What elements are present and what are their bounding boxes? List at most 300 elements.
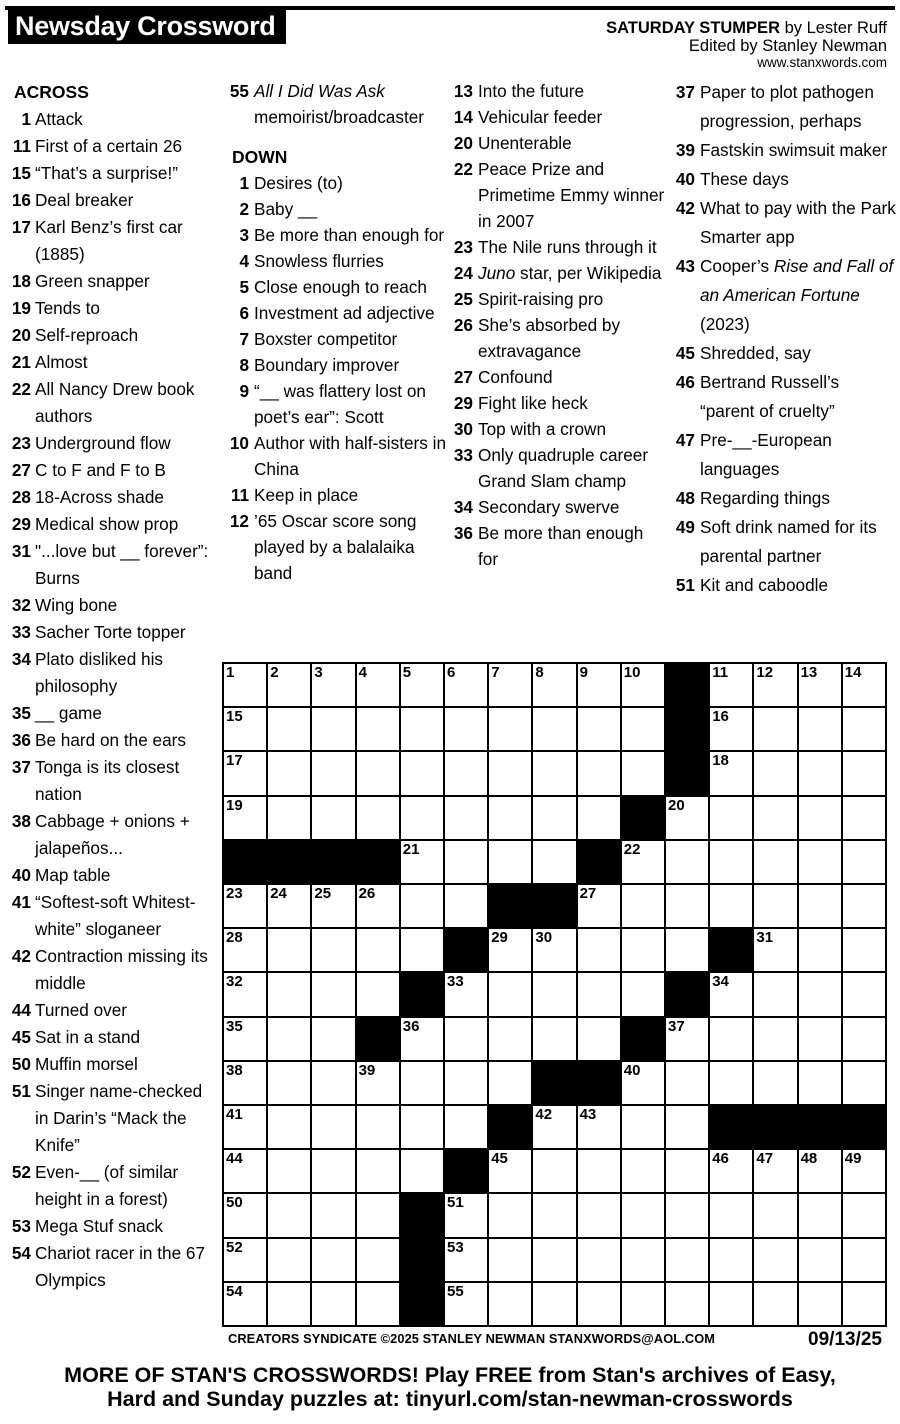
grid-cell[interactable]	[533, 708, 575, 750]
grid-cell[interactable]	[710, 797, 752, 839]
grid-cell[interactable]	[578, 1018, 620, 1060]
grid-cell[interactable]	[754, 664, 796, 706]
clue-number: 12	[229, 511, 249, 531]
grid-cell[interactable]	[666, 1106, 708, 1148]
grid-cell[interactable]	[799, 708, 841, 750]
clue-across-55[interactable]	[226, 78, 446, 130]
clue-number: 37	[11, 757, 31, 777]
grid-cell[interactable]	[268, 1018, 310, 1060]
grid-cell[interactable]	[843, 929, 885, 971]
grid-cell[interactable]	[622, 973, 664, 1015]
grid-cell[interactable]	[312, 1018, 354, 1060]
grid-cell[interactable]	[754, 1062, 796, 1104]
clue-across-27[interactable]	[8, 457, 220, 484]
clue-down-10[interactable]	[226, 430, 446, 482]
grid-cell[interactable]	[754, 1283, 796, 1325]
grid-cell[interactable]	[799, 1194, 841, 1236]
grid-cell[interactable]	[666, 1283, 708, 1325]
grid-block	[622, 797, 664, 839]
grid-cell[interactable]	[401, 885, 443, 927]
cell-number: 32	[226, 973, 243, 991]
grid-cell[interactable]	[666, 841, 708, 883]
clue-across-18[interactable]	[8, 268, 220, 295]
grid-cell[interactable]	[268, 797, 310, 839]
grid-cell[interactable]	[799, 752, 841, 794]
grid-cell[interactable]	[224, 1150, 266, 1192]
grid-cell[interactable]	[578, 752, 620, 794]
clue-down-33[interactable]	[450, 442, 665, 494]
grid-cell[interactable]	[799, 1150, 841, 1192]
grid-cell[interactable]	[445, 1283, 487, 1325]
grid-cell[interactable]	[754, 973, 796, 1015]
grid-cell[interactable]	[401, 1106, 443, 1148]
clue-across-29[interactable]	[8, 511, 220, 538]
grid-cell[interactable]	[224, 1018, 266, 1060]
grid-cell[interactable]	[754, 1018, 796, 1060]
grid-cell[interactable]	[445, 664, 487, 706]
grid-cell[interactable]	[445, 1062, 487, 1104]
clue-column-4	[672, 78, 897, 600]
grid-cell[interactable]	[357, 664, 399, 706]
grid-cell[interactable]	[312, 1194, 354, 1236]
clue-down-46[interactable]	[672, 368, 897, 426]
grid-cell[interactable]	[666, 929, 708, 971]
clue-across-34[interactable]	[8, 646, 220, 700]
clue-down-37[interactable]	[672, 78, 897, 136]
grid-cell[interactable]	[533, 1239, 575, 1281]
grid-cell[interactable]	[312, 1239, 354, 1281]
grid-cell[interactable]	[799, 797, 841, 839]
grid-cell[interactable]	[312, 885, 354, 927]
clue-across-41[interactable]	[8, 889, 220, 943]
grid-cell[interactable]	[622, 885, 664, 927]
grid-cell[interactable]	[224, 973, 266, 1015]
clue-across-36[interactable]	[8, 727, 220, 754]
grid-cell[interactable]	[799, 1239, 841, 1281]
grid-cell[interactable]	[799, 1018, 841, 1060]
grid-cell[interactable]	[401, 1018, 443, 1060]
grid-cell[interactable]	[312, 973, 354, 1015]
clue-across-1[interactable]	[8, 106, 220, 133]
clue-number: 4	[239, 251, 249, 271]
cell-number: 10	[623, 664, 641, 681]
clue-down-24[interactable]	[450, 260, 665, 286]
grid-cell[interactable]	[489, 797, 531, 839]
clue-down-43[interactable]	[672, 252, 897, 339]
grid-cell[interactable]	[401, 929, 443, 971]
grid-cell[interactable]	[401, 664, 443, 706]
cell-number: 1	[226, 664, 235, 681]
clue-down-39[interactable]	[672, 136, 897, 165]
grid-cell[interactable]	[754, 708, 796, 750]
grid-cell[interactable]	[401, 841, 443, 883]
grid-cell[interactable]	[710, 1239, 752, 1281]
clue-across-50[interactable]	[8, 1051, 220, 1078]
grid-cell[interactable]	[401, 1062, 443, 1104]
grid-cell[interactable]	[357, 1150, 399, 1192]
grid-cell[interactable]	[357, 1283, 399, 1325]
clue-down-42[interactable]	[672, 194, 897, 252]
grid-cell[interactable]	[622, 664, 664, 706]
grid-cell[interactable]	[268, 664, 310, 706]
grid-cell[interactable]	[268, 1150, 310, 1192]
grid-cell[interactable]	[666, 1194, 708, 1236]
grid-cell[interactable]	[843, 885, 885, 927]
grid-cell[interactable]	[843, 752, 885, 794]
grid-cell[interactable]	[489, 1018, 531, 1060]
grid-cell[interactable]	[312, 1106, 354, 1148]
grid-cell[interactable]	[268, 1283, 310, 1325]
grid-cell[interactable]	[622, 752, 664, 794]
clue-down-1[interactable]	[226, 170, 446, 196]
grid-cell[interactable]	[666, 1150, 708, 1192]
grid-cell[interactable]	[224, 797, 266, 839]
clue-across-20[interactable]	[8, 322, 220, 349]
grid-cell[interactable]	[622, 1150, 664, 1192]
grid-cell[interactable]	[445, 1194, 487, 1236]
grid-cell[interactable]	[224, 1106, 266, 1148]
grid-cell[interactable]	[799, 664, 841, 706]
grid-cell[interactable]	[754, 1194, 796, 1236]
grid-cell[interactable]	[268, 1239, 310, 1281]
clue-down-2[interactable]	[226, 196, 446, 222]
grid-cell[interactable]	[224, 752, 266, 794]
grid-cell[interactable]	[533, 1018, 575, 1060]
grid-cell[interactable]	[445, 1239, 487, 1281]
clue-across-28[interactable]	[8, 484, 220, 511]
clue-across-52[interactable]	[8, 1159, 220, 1213]
clue-down-4[interactable]	[226, 248, 446, 274]
grid-cell[interactable]	[754, 929, 796, 971]
down-heading: DOWN	[232, 147, 288, 167]
grid-cell[interactable]	[357, 973, 399, 1015]
clue-down-49[interactable]	[672, 513, 897, 571]
grid-cell[interactable]	[710, 1283, 752, 1325]
clue-number: 55	[229, 81, 249, 101]
grid-cell[interactable]	[268, 1062, 310, 1104]
grid-cell[interactable]	[710, 885, 752, 927]
clue-number: 19	[11, 298, 31, 318]
grid-cell[interactable]	[754, 1239, 796, 1281]
grid-cell[interactable]	[445, 1106, 487, 1148]
crossword-grid[interactable]	[222, 662, 887, 1327]
grid-cell[interactable]	[224, 1239, 266, 1281]
clue-across-17[interactable]	[8, 214, 220, 268]
grid-cell[interactable]	[578, 973, 620, 1015]
grid-block	[401, 973, 443, 1015]
grid-cell[interactable]	[533, 1194, 575, 1236]
clue-across-31[interactable]	[8, 538, 220, 592]
cell-number: 35	[226, 1017, 243, 1035]
grid-cell[interactable]	[445, 708, 487, 750]
grid-cell[interactable]	[445, 841, 487, 883]
grid-cell[interactable]	[622, 1283, 664, 1325]
grid-cell[interactable]	[489, 929, 531, 971]
grid-cell[interactable]	[445, 797, 487, 839]
grid-cell[interactable]	[312, 1283, 354, 1325]
clue-down-40[interactable]	[672, 165, 897, 194]
grid-cell[interactable]	[224, 929, 266, 971]
grid-cell[interactable]	[710, 841, 752, 883]
grid-cell[interactable]	[799, 1283, 841, 1325]
clue-down-36[interactable]	[450, 520, 665, 572]
grid-cell[interactable]	[799, 929, 841, 971]
clue-down-27[interactable]	[450, 364, 665, 390]
clue-text: Vehicular feeder	[478, 107, 603, 127]
promo-line-2[interactable]: Hard and Sunday puzzles at: tinyurl.com/stan-newman-crosswords	[107, 1387, 793, 1411]
grid-cell[interactable]	[533, 1283, 575, 1325]
grid-cell[interactable]	[268, 885, 310, 927]
grid-cell[interactable]	[357, 1106, 399, 1148]
grid-cell[interactable]	[357, 1194, 399, 1236]
grid-cell[interactable]	[401, 708, 443, 750]
cell-number: 2	[270, 664, 279, 681]
puzzle-name: SATURDAY STUMPER	[606, 19, 780, 37]
grid-cell[interactable]	[843, 797, 885, 839]
grid-cell[interactable]	[357, 797, 399, 839]
grid-cell[interactable]	[357, 708, 399, 750]
grid-cell[interactable]	[224, 1062, 266, 1104]
grid-cell[interactable]	[357, 752, 399, 794]
clue-across-15[interactable]	[8, 160, 220, 187]
grid-cell[interactable]	[489, 1239, 531, 1281]
grid-cell[interactable]	[268, 708, 310, 750]
clue-text: __ game	[35, 703, 102, 723]
clue-across-33[interactable]	[8, 619, 220, 646]
grid-cell[interactable]	[533, 973, 575, 1015]
clue-down-29[interactable]	[450, 390, 665, 416]
clue-down-25[interactable]	[450, 286, 665, 312]
grid-cell[interactable]	[224, 664, 266, 706]
grid-cell[interactable]	[843, 1018, 885, 1060]
grid-cell[interactable]	[799, 885, 841, 927]
clue-number: 2	[239, 199, 249, 219]
grid-block	[843, 1106, 885, 1148]
grid-cell[interactable]	[578, 797, 620, 839]
clue-down-9[interactable]	[226, 378, 446, 430]
grid-cell[interactable]	[622, 1062, 664, 1104]
grid-cell[interactable]	[754, 752, 796, 794]
clue-across-51[interactable]	[8, 1078, 220, 1159]
grid-cell[interactable]	[268, 973, 310, 1015]
clue-down-13[interactable]	[450, 78, 665, 104]
grid-cell[interactable]	[710, 708, 752, 750]
grid-cell[interactable]	[533, 1106, 575, 1148]
grid-cell[interactable]	[357, 1239, 399, 1281]
grid-cell[interactable]	[710, 664, 752, 706]
clue-across-21[interactable]	[8, 349, 220, 376]
grid-cell[interactable]	[401, 752, 443, 794]
grid-cell[interactable]	[843, 1062, 885, 1104]
grid-cell[interactable]	[710, 752, 752, 794]
clue-text: "...love but __ forever”: Burns	[35, 541, 209, 588]
clue-down-48[interactable]	[672, 484, 897, 513]
clue-across-22[interactable]	[8, 376, 220, 430]
grid-cell[interactable]	[357, 885, 399, 927]
grid-cell[interactable]	[754, 797, 796, 839]
grid-cell[interactable]	[445, 973, 487, 1015]
clue-across-16[interactable]	[8, 187, 220, 214]
grid-cell[interactable]	[843, 708, 885, 750]
grid-cell[interactable]	[268, 929, 310, 971]
grid-cell[interactable]	[312, 1062, 354, 1104]
grid-cell[interactable]	[445, 752, 487, 794]
clue-across-45[interactable]	[8, 1024, 220, 1051]
grid-cell[interactable]	[666, 1018, 708, 1060]
grid-cell[interactable]	[268, 752, 310, 794]
grid-cell[interactable]	[710, 1018, 752, 1060]
grid-cell[interactable]	[489, 841, 531, 883]
clue-down-34[interactable]	[450, 494, 665, 520]
grid-cell[interactable]	[843, 664, 885, 706]
grid-cell[interactable]	[489, 1283, 531, 1325]
grid-cell[interactable]	[489, 1062, 531, 1104]
grid-cell[interactable]	[666, 1239, 708, 1281]
grid-cell[interactable]	[622, 1239, 664, 1281]
grid-cell[interactable]	[533, 797, 575, 839]
clue-down-8[interactable]	[226, 352, 446, 378]
clue-across-44[interactable]	[8, 997, 220, 1024]
grid-cell[interactable]	[445, 1018, 487, 1060]
clue-number: 33	[453, 445, 473, 465]
grid-cell[interactable]	[754, 885, 796, 927]
clue-down-22[interactable]	[450, 156, 665, 234]
clue-down-12[interactable]	[226, 508, 446, 586]
grid-cell[interactable]	[578, 1239, 620, 1281]
grid-cell[interactable]	[533, 664, 575, 706]
grid-cell[interactable]	[578, 708, 620, 750]
clue-down-5[interactable]	[226, 274, 446, 300]
website-link[interactable]: www.stanxwords.com	[757, 55, 887, 70]
grid-cell[interactable]	[489, 973, 531, 1015]
clue-number: 6	[239, 303, 249, 323]
grid-cell[interactable]	[710, 1194, 752, 1236]
grid-cell[interactable]	[312, 797, 354, 839]
clue-down-3[interactable]	[226, 222, 446, 248]
clue-down-20[interactable]	[450, 130, 665, 156]
grid-cell[interactable]	[578, 885, 620, 927]
clue-across-38[interactable]	[8, 808, 220, 862]
grid-cell[interactable]	[533, 929, 575, 971]
grid-cell[interactable]	[578, 1194, 620, 1236]
grid-cell[interactable]	[533, 841, 575, 883]
clue-across-11[interactable]	[8, 133, 220, 160]
grid-cell[interactable]	[754, 1150, 796, 1192]
grid-cell[interactable]	[445, 885, 487, 927]
grid-cell[interactable]	[489, 664, 531, 706]
grid-cell[interactable]	[268, 1194, 310, 1236]
grid-cell[interactable]	[357, 929, 399, 971]
clue-number: 47	[675, 430, 695, 450]
grid-cell[interactable]	[843, 841, 885, 883]
clue-text: Only quadruple career Grand Slam champ	[478, 445, 649, 491]
clue-down-23[interactable]	[450, 234, 665, 260]
clue-down-45[interactable]	[672, 339, 897, 368]
cell-number: 54	[226, 1282, 243, 1300]
grid-cell[interactable]	[578, 1106, 620, 1148]
grid-cell[interactable]	[799, 973, 841, 1015]
grid-cell[interactable]	[312, 708, 354, 750]
grid-cell[interactable]	[578, 1283, 620, 1325]
clue-across-53[interactable]	[8, 1213, 220, 1240]
clue-across-42[interactable]	[8, 943, 220, 997]
grid-cell[interactable]	[666, 1062, 708, 1104]
grid-cell[interactable]	[312, 752, 354, 794]
grid-cell[interactable]	[622, 1106, 664, 1148]
grid-cell[interactable]	[489, 1194, 531, 1236]
grid-cell[interactable]	[224, 1283, 266, 1325]
grid-cell[interactable]	[622, 708, 664, 750]
grid-cell[interactable]	[666, 885, 708, 927]
grid-cell[interactable]	[622, 1194, 664, 1236]
clue-down-14[interactable]	[450, 104, 665, 130]
clue-down-47[interactable]	[672, 426, 897, 484]
clue-down-7[interactable]	[226, 326, 446, 352]
grid-cell[interactable]	[843, 1283, 885, 1325]
grid-cell[interactable]	[224, 1194, 266, 1236]
grid-cell[interactable]	[666, 797, 708, 839]
grid-block	[666, 664, 708, 706]
clue-across-35[interactable]	[8, 700, 220, 727]
grid-cell[interactable]	[312, 664, 354, 706]
grid-cell[interactable]	[754, 841, 796, 883]
grid-cell[interactable]	[843, 973, 885, 1015]
grid-cell[interactable]	[489, 1150, 531, 1192]
grid-cell[interactable]	[401, 1150, 443, 1192]
clue-number: 22	[11, 379, 31, 399]
grid-cell[interactable]	[312, 1150, 354, 1192]
grid-cell[interactable]	[843, 1194, 885, 1236]
clue-text: Fastskin swimsuit maker	[700, 140, 888, 160]
clue-across-40[interactable]	[8, 862, 220, 889]
grid-cell[interactable]	[710, 1062, 752, 1104]
clue-across-37[interactable]	[8, 754, 220, 808]
clue-down-6[interactable]	[226, 300, 446, 326]
grid-cell[interactable]	[489, 708, 531, 750]
grid-cell[interactable]	[533, 752, 575, 794]
grid-cell[interactable]	[710, 1150, 752, 1192]
clue-across-54[interactable]	[8, 1240, 220, 1294]
clue-number: 45	[11, 1027, 31, 1047]
grid-cell[interactable]	[533, 1150, 575, 1192]
grid-cell[interactable]	[401, 797, 443, 839]
grid-cell[interactable]	[578, 929, 620, 971]
grid-cell[interactable]	[578, 664, 620, 706]
grid-cell[interactable]	[224, 885, 266, 927]
grid-cell[interactable]	[843, 1239, 885, 1281]
grid-cell[interactable]	[224, 708, 266, 750]
clue-across-19[interactable]	[8, 295, 220, 322]
grid-cell[interactable]	[799, 841, 841, 883]
clue-across-32[interactable]	[8, 592, 220, 619]
grid-cell[interactable]	[268, 1106, 310, 1148]
grid-cell[interactable]	[799, 1062, 841, 1104]
clue-across-23[interactable]	[8, 430, 220, 457]
grid-cell[interactable]	[622, 929, 664, 971]
grid-cell[interactable]	[489, 752, 531, 794]
grid-cell[interactable]	[622, 841, 664, 883]
grid-cell[interactable]	[710, 973, 752, 1015]
clue-down-30[interactable]	[450, 416, 665, 442]
grid-cell[interactable]	[357, 1062, 399, 1104]
clue-down-51[interactable]	[672, 571, 897, 600]
grid-cell[interactable]	[843, 1150, 885, 1192]
grid-cell[interactable]	[578, 1150, 620, 1192]
grid-cell[interactable]	[312, 929, 354, 971]
clue-down-26[interactable]	[450, 312, 665, 364]
clue-down-11[interactable]	[226, 482, 446, 508]
clue-text: Cooper’s Rise and Fall of an American Fortune (2023)	[700, 256, 894, 334]
